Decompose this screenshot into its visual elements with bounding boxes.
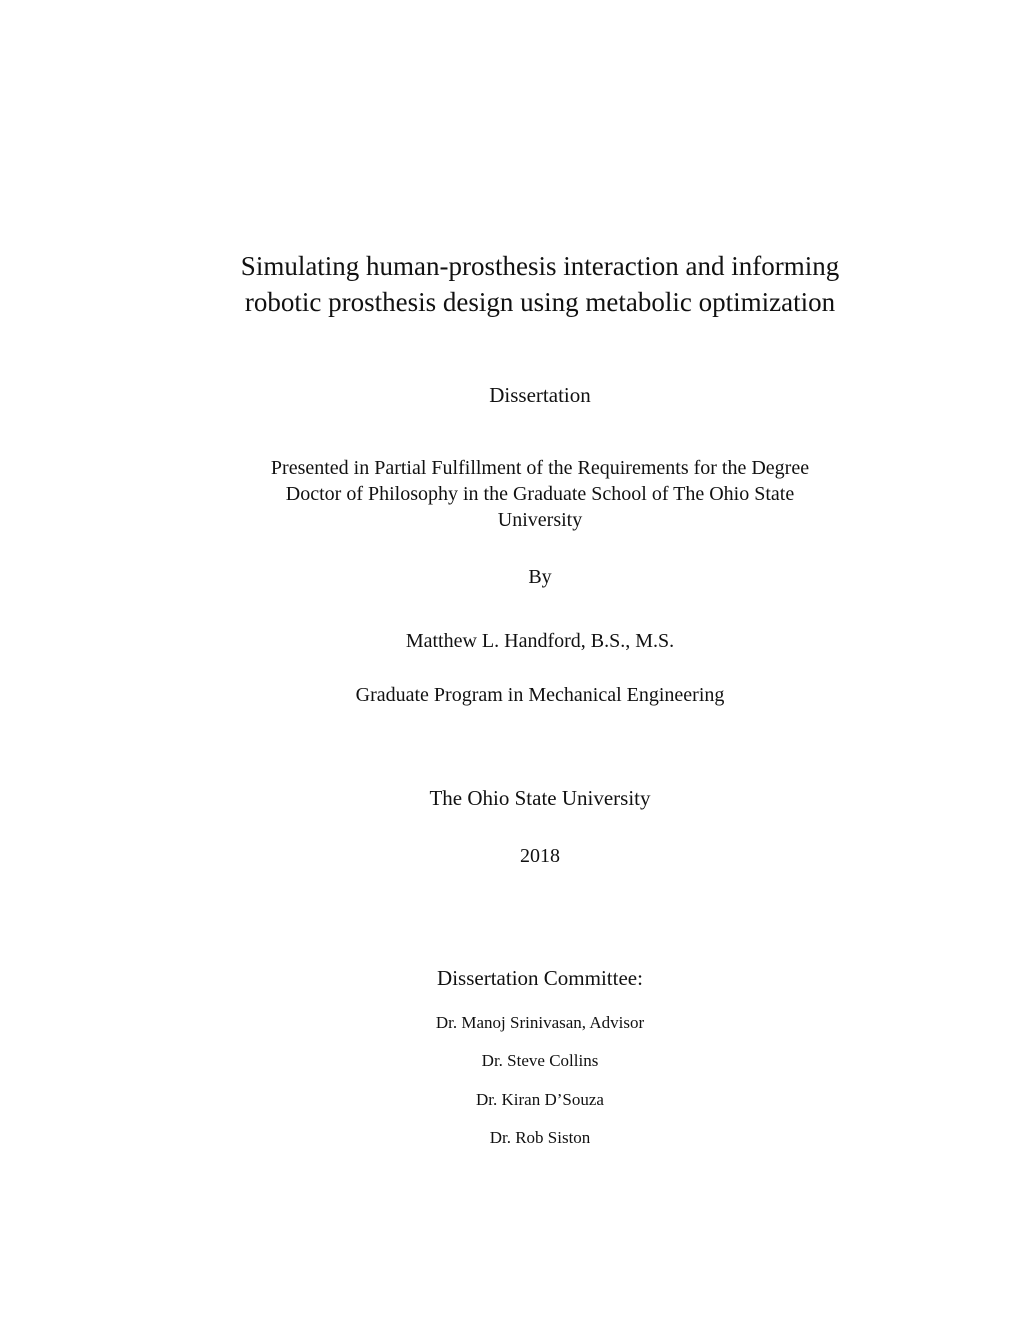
document-type: Dissertation [489, 383, 591, 407]
committee-heading: Dissertation Committee: [437, 966, 643, 990]
presented-line-1: Presented in Partial Fulfillment of the Requirements for the Degree [270, 457, 810, 479]
title-line-2: robotic prosthesis design using metabolic optimization [244, 287, 836, 317]
committee-member: Dr. Manoj Srinivasan, Advisor [435, 1013, 645, 1032]
graduate-program: Graduate Program in Mechanical Engineering [355, 684, 725, 706]
by-label: By [528, 566, 552, 588]
institution: The Ohio State University [429, 786, 651, 810]
committee-member: Dr. Rob Siston [489, 1128, 591, 1147]
year: 2018 [520, 845, 560, 867]
presented-line-3: University [497, 509, 583, 531]
committee-member: Dr. Steve Collins [481, 1051, 599, 1070]
author-name: Matthew L. Handford, B.S., M.S. [405, 630, 675, 652]
title-line-1: Simulating human-prosthesis interaction and informing [240, 251, 840, 281]
committee-member: Dr. Kiran D’Souza [476, 1090, 604, 1109]
presented-line-2: Doctor of Philosophy in the Graduate School of The Ohio State [285, 483, 795, 505]
